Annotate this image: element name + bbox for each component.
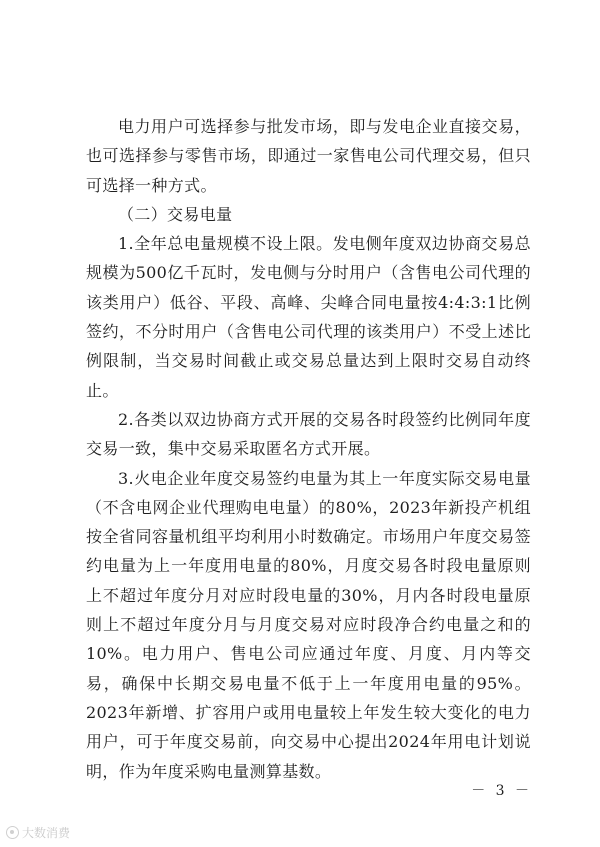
- paragraph-bilateral-ratio: 2.各类以双边协商方式开展的交易各时段签约比例同年度交易一致，集中交易采取匿名方式开展。: [86, 409, 531, 459]
- watermark-text: 大数消费: [22, 826, 71, 840]
- camera-lens-icon: [6, 826, 19, 839]
- paragraph-total-volume: 1.全年总电量规模不设上限。发电侧年度双边协商交易总规模为500亿千瓦时，发电侧与分时用户（含售电公司代理的该类用户）低谷、平段、高峰、尖峰合同电量按4:4:3:1比例签约，不分时用户（含售电公司代理的该类用户）不受上述比例限制，当交易时间截止或交易总量达到上限时交易自动终止。: [86, 234, 531, 400]
- paragraph-signed-volume: 3.火电企业年度交易签约电量为其上一年度实际交易电量（不含电网企业代理购电电量）的80%，2023年新投产机组按全省同容量机组平均利用小时数确定。市场用户年度交易签约电量为上一年度用电量的80%，月度交易各时段电量原则上不超过年度分月对应时段电量的30%，月内各时段电量原则上不超过年度分月与月度交易对应时段净合约电量之和的10%。电力用户、售电公司应通过年度、月度、月内等交易，确保中长期交易电量不低于上一年度用电量的95%。2023年新增、扩容用户或用电量较上年发生较大变化的电力用户，可于年度交易前，向交易中心提出2024年用电计划说明，作为年度采购电量测算基数。: [86, 468, 531, 781]
- section-heading-trade-volume: （二）交易电量: [118, 204, 233, 224]
- watermark: [6, 824, 70, 841]
- document-body: [86, 112, 531, 786]
- page-number: － 3 －: [471, 783, 532, 799]
- paragraph-market-choice: 电力用户可选择参与批发市场，即与发电企业直接交易，也可选择参与零售市场，即通过一家售电公司代理交易，但只可选择一种方式。: [86, 117, 531, 195]
